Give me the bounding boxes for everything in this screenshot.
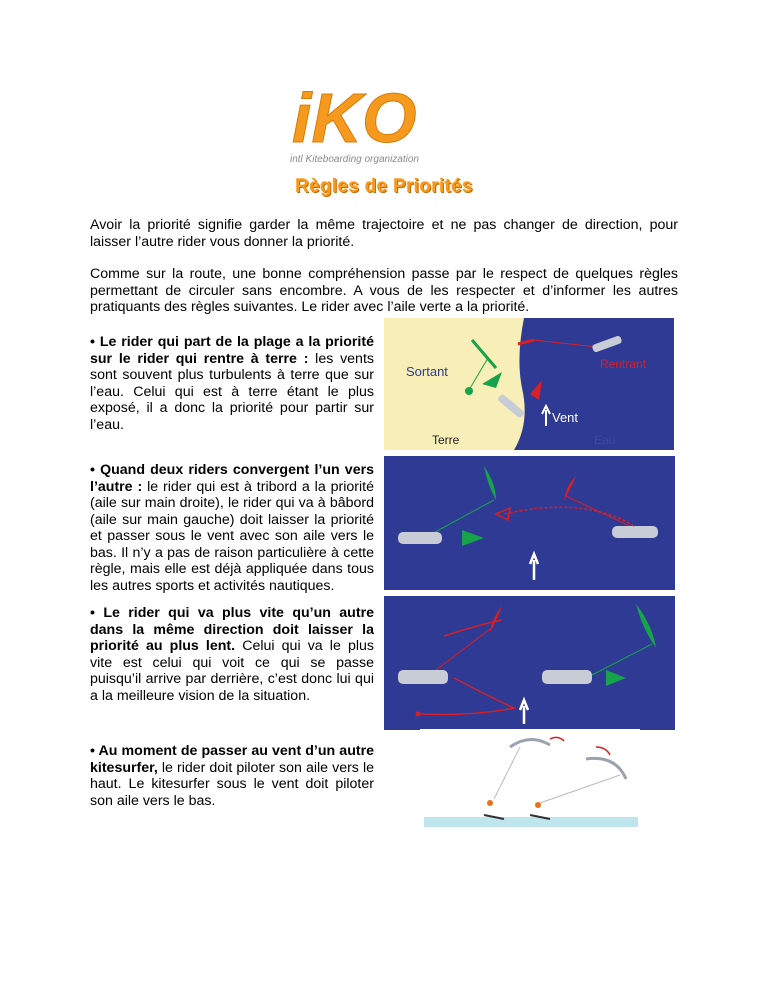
rule-3-heading: • Le rider qui va plus vite qu’un autre dans la même direction doit laisser la priorité au plus lent. <box>90 605 374 654</box>
intro-paragraph: Avoir la priorité signifie garder la même trajectoire et ne pas changer de direction, pour laisser l’autre rider vous donner la priorité. <box>90 217 678 250</box>
rules-intro-paragraph: Comme sur la route, une bonne compréhension passe par le respect de quelques règles permettant de circuler sans encombre. A vous de les respecter et d’informer les autres pratiquants des règles suivantes. Le rider avec l’aile verte a la priorité. <box>90 266 678 315</box>
diagram-passing-upwind <box>420 729 640 829</box>
rule-4-heading: • Au moment de passer au vent d’un autre kitesurfer, <box>90 743 374 776</box>
page-title: Règles de Priorités <box>295 176 473 197</box>
rule-2 <box>90 462 374 594</box>
diagram-faster-rider <box>384 596 675 730</box>
rider-1-icon <box>487 800 493 806</box>
label-vent: Vent <box>552 410 579 425</box>
rule-1 <box>90 334 374 433</box>
sea-area <box>384 596 675 730</box>
green-board-icon <box>542 670 592 684</box>
rule-2-heading: • Quand deux riders convergent l’un vers l’autre : <box>90 462 374 495</box>
red-arrow-icon <box>416 712 421 717</box>
rule-4-text: le rider doit piloter son aile vers le haut. Le kitesurfer sous le vent doit piloter son aile vers le bas. <box>90 759 374 809</box>
label-terre: Terre <box>432 433 460 447</box>
red-board-icon <box>398 670 448 684</box>
label-rentrant: Rentrant <box>600 357 647 371</box>
iko-logo <box>288 82 478 170</box>
rule-3 <box>90 605 374 704</box>
ice-ground <box>424 817 638 827</box>
red-board-icon <box>612 526 658 538</box>
green-board-icon <box>398 532 442 544</box>
rule-1-heading: • Le rider qui part de la plage a la priorité sur le rider qui rentre à terre : <box>90 334 374 367</box>
diagram-background <box>420 729 640 829</box>
diagram-beach-priority <box>384 318 674 450</box>
label-eau: Eau <box>594 433 616 447</box>
rule-2-text: le rider qui est à tribord a la priorité (aile sur main droite), le rider qui va à bâbord (aile sur main gauche) doit laisser la priorité et passer sous le vent avec son aile vers le bas. Il n’y a pas de raison particulière à cette règle, mais elle est déjà appliquée dans tous les autres sports et activités nautiques. <box>90 478 374 594</box>
rule-4 <box>90 743 374 809</box>
rule-3-text: Celui qui va le plus vite est celui qui voit ce qui se passe puisqu’il arrive par derrière, c’est donc lui qui a la meilleure vision de la situation. <box>90 638 374 704</box>
logo-letters: iKO <box>292 82 417 157</box>
rider-2-icon <box>535 802 541 808</box>
sea-area <box>514 318 674 450</box>
green-rider-icon <box>465 387 473 395</box>
sea-area <box>384 456 675 590</box>
logo-tagline: intl Kiteboarding organization <box>290 154 419 165</box>
rule-1-text: les vents sont souvent plus turbulents à terre que sur l’eau. Celui qui est à terre étant le plus exposé, il a donc la priorité pour partir sur l’eau. <box>90 350 374 433</box>
label-sortant: Sortant <box>406 364 448 379</box>
diagram-converging-riders <box>384 456 675 590</box>
